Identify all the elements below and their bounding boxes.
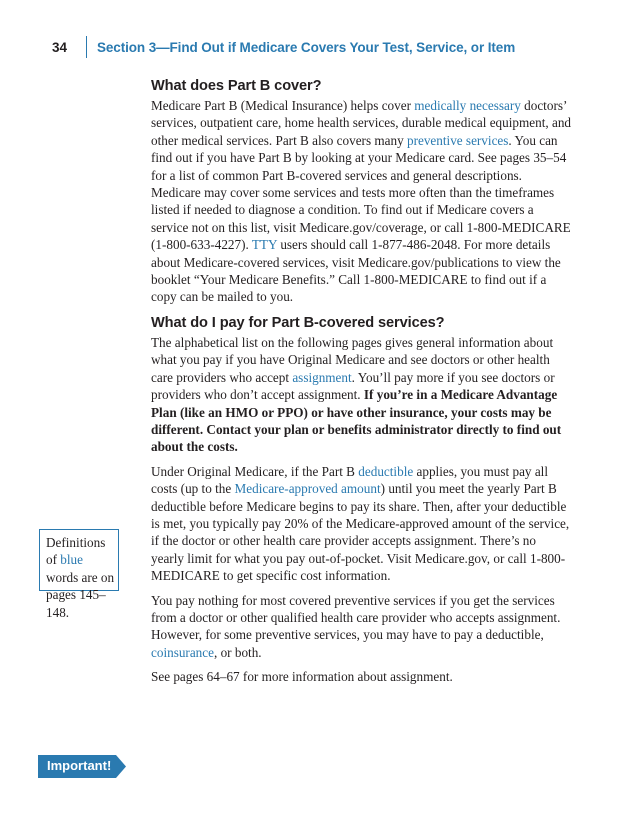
text-run: . You can find out if you have Part B by looking at your Medicare card. See pages 35–54 for a list of common Part B-covered services and general descriptions. Medicare may cover some services and tests more often than the timeframes listed if needed to diagnose a condition. To find out if Medicare covers a service not on this list, visit Medicare.gov/coverage, or call 1-800-MEDICARE (1-800-633-4227). (151, 132, 571, 253)
paragraph-preventive-costs (151, 592, 571, 662)
glossary-link-assignment[interactable]: assignment (292, 369, 352, 385)
text-run: The alphabetical list on the following pages gives general information about what you pay if you have Original Medicare and see doctors or other health care providers who accept (151, 334, 554, 385)
paragraph-assignment-reference: See pages 64–67 for more information about assignment. (151, 669, 453, 685)
heading-part-b-cover: What does Part B cover? (151, 78, 322, 94)
glossary-link-tty[interactable]: TTY (251, 237, 278, 253)
glossary-link-deductible[interactable]: deductible (358, 463, 414, 479)
paragraph-part-b-cover (151, 97, 571, 306)
text-run: Definitions of (46, 535, 106, 568)
important-callout (38, 755, 126, 778)
glossary-link-medically-necessary[interactable]: medically necessary (414, 98, 521, 113)
text-run: , or both. (213, 644, 262, 660)
definitions-note (39, 529, 119, 620)
text-run: users should call 1-877-486-2048. For more details about Medicare-covered services, visit Medicare.gov/publications to view the booklet “Your Medicare Benefits.” Call 1-800-MEDICARE to find out if a copy can be mailed to you. (151, 237, 561, 305)
page-header (52, 36, 515, 58)
main-content (151, 78, 571, 686)
bold-notice: If you’re in a Medicare Advantage Plan (like an HMO or PPO) or have other insurance, your costs may be different. Contact your plan or benefits administrator directly to find out about the costs. (151, 387, 562, 455)
blue-word: blue (60, 552, 84, 568)
text-run: Under Original Medicare, if the Part B (151, 463, 359, 479)
heading-part-b-pay: What do I pay for Part B-covered services? (151, 314, 445, 331)
important-label: Important! (47, 758, 112, 773)
header-divider (86, 36, 87, 58)
glossary-link-preventive-services[interactable]: preventive services (406, 132, 509, 148)
page-number: 34 (52, 39, 68, 55)
paragraph-part-b-pay-intro (151, 334, 571, 456)
section-title: Section 3—Find Out if Medicare Covers Your Test, Service, or Item (97, 39, 516, 55)
text-run: words are on pages 145–148. (46, 569, 115, 620)
glossary-link-medicare-approved-amount[interactable]: Medicare-approved amount (234, 481, 381, 497)
text-run: applies, you must pay all costs (up to the (151, 463, 549, 497)
text-run: . You’ll pay more if you see doctors or providers who don’t accept assignment. (151, 369, 555, 403)
paragraph-original-medicare-costs (151, 463, 571, 585)
text-run: doctors’ services, outpatient care, home health services, durable medical equipment, and other medical services. Part B also covers many (151, 98, 572, 148)
text-run: ) until you meet the yearly Part B deductible before Medicare begins to pay its share. Then, after your deductible is met, you typically pay 20% of the Medicare-approved amount of the service, if the doctor or other health care provider accepts assignment. There’s no yearly limit for what you pay out-of-pocket. Visit Medicare.gov, or call 1-800-MEDICARE to get specific cost information. (151, 481, 570, 584)
text-run: Medicare Part B (Medical Insurance) helps cover (151, 98, 415, 113)
glossary-link-coinsurance[interactable]: coinsurance (151, 644, 214, 660)
text-run: You pay nothing for most covered preventive services if you get the services from a doctor or other qualified health care provider who accepts assignment. However, for some preventive services, you may have to pay a deductible, (151, 592, 561, 643)
